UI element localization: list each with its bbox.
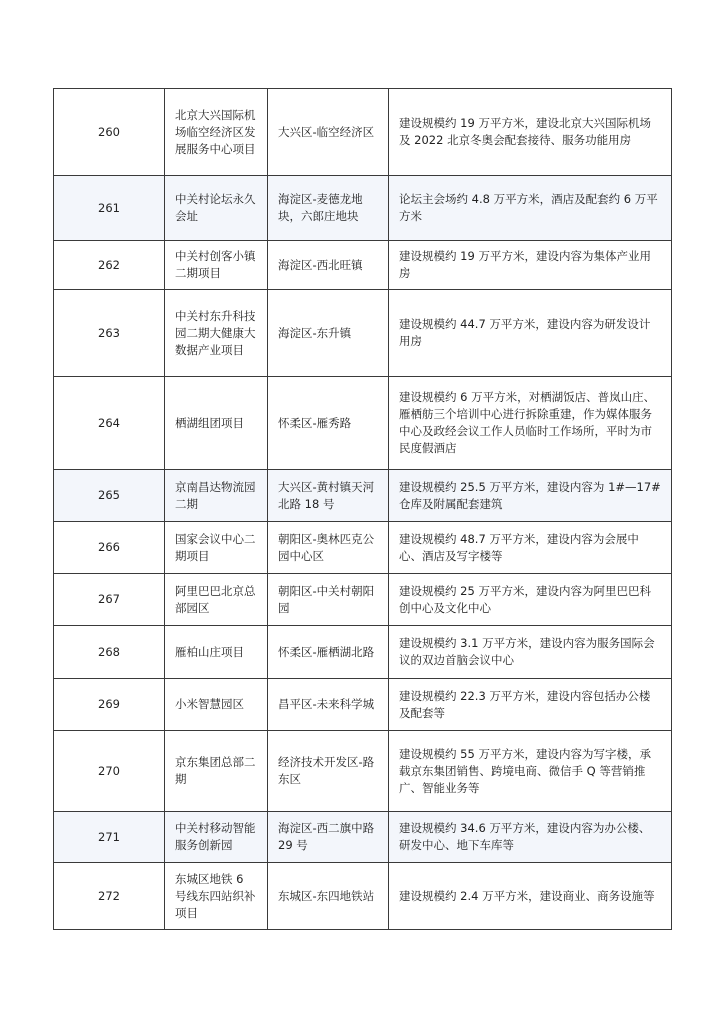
project-description: 建设规模约 3.1 万平方米，建设内容为服务国际会议的双边首脑会议中心 — [389, 626, 672, 679]
project-description: 建设规模约 34.6 万平方米，建设内容为办公楼、研发中心、地下车库等 — [389, 812, 672, 863]
table-row — [54, 176, 672, 241]
row-number: 271 — [54, 812, 165, 863]
table-row — [54, 470, 672, 522]
project-name: 中关村移动智能服务创新园 — [165, 812, 268, 863]
row-number: 270 — [54, 731, 165, 812]
table-row — [54, 241, 672, 290]
row-number: 272 — [54, 863, 165, 930]
project-location: 海淀区-东升镇 — [268, 290, 389, 377]
project-location: 朝阳区-奥林匹克公园中心区 — [268, 522, 389, 574]
row-number: 267 — [54, 574, 165, 626]
table-row — [54, 626, 672, 679]
project-description: 建设规模约 19 万平方米，建设北京大兴国际机场及 2022 北京冬奥会配套接待、服务功能用房 — [389, 89, 672, 176]
row-number: 263 — [54, 290, 165, 377]
project-description: 论坛主会场约 4.8 万平方米，酒店及配套约 6 万平方米 — [389, 176, 672, 241]
project-name: 中关村创客小镇二期项目 — [165, 241, 268, 290]
row-number: 260 — [54, 89, 165, 176]
project-description: 建设规模约 19 万平方米，建设内容为集体产业用房 — [389, 241, 672, 290]
table-row — [54, 377, 672, 470]
project-name: 国家会议中心二期项目 — [165, 522, 268, 574]
project-location: 海淀区-西二旗中路 29 号 — [268, 812, 389, 863]
table-row — [54, 812, 672, 863]
row-number: 265 — [54, 470, 165, 522]
row-number: 266 — [54, 522, 165, 574]
project-location: 经济技术开发区-路东区 — [268, 731, 389, 812]
project-description: 建设规模约 48.7 万平方米，建设内容为会展中心、酒店及写字楼等 — [389, 522, 672, 574]
table-row — [54, 290, 672, 377]
project-table — [53, 88, 672, 930]
project-location: 朝阳区-中关村朝阳园 — [268, 574, 389, 626]
project-location: 东城区-东四地铁站 — [268, 863, 389, 930]
project-name: 中关村论坛永久会址 — [165, 176, 268, 241]
project-location: 怀柔区-雁栖湖北路 — [268, 626, 389, 679]
project-description: 建设规模约 2.4 万平方米，建设商业、商务设施等 — [389, 863, 672, 930]
project-name: 阿里巴巴北京总部园区 — [165, 574, 268, 626]
project-name: 雁柏山庄项目 — [165, 626, 268, 679]
row-number: 269 — [54, 679, 165, 731]
project-location: 昌平区-未来科学城 — [268, 679, 389, 731]
table-row — [54, 522, 672, 574]
project-description: 建设规模约 6 万平方米，对栖湖饭店、普岚山庄、雁栖舫三个培训中心进行拆除重建，作为媒体服务中心及政经会议工作人员临时工作场所，平时为市民度假酒店 — [389, 377, 672, 470]
project-name: 北京大兴国际机场临空经济区发展服务中心项目 — [165, 89, 268, 176]
table-row — [54, 863, 672, 930]
project-description: 建设规模约 55 万平方米，建设内容为写字楼，承载京东集团销售、跨境电商、微信手 Q 等营销推广、智能业务等 — [389, 731, 672, 812]
project-name: 东城区地铁 6 号线东四站织补项目 — [165, 863, 268, 930]
project-name: 京东集团总部二期 — [165, 731, 268, 812]
table-row — [54, 89, 672, 176]
project-name: 中关村东升科技园二期大健康大数据产业项目 — [165, 290, 268, 377]
project-location: 大兴区-临空经济区 — [268, 89, 389, 176]
project-location: 海淀区-麦德龙地块，六郎庄地块 — [268, 176, 389, 241]
project-name: 小米智慧园区 — [165, 679, 268, 731]
project-location: 怀柔区-雁秀路 — [268, 377, 389, 470]
table-row — [54, 679, 672, 731]
row-number: 268 — [54, 626, 165, 679]
table-row — [54, 574, 672, 626]
project-location: 海淀区-西北旺镇 — [268, 241, 389, 290]
row-number: 264 — [54, 377, 165, 470]
project-name: 京南昌达物流园二期 — [165, 470, 268, 522]
project-description: 建设规模约 22.3 万平方米，建设内容包括办公楼及配套等 — [389, 679, 672, 731]
table-row — [54, 731, 672, 812]
project-description: 建设规模约 44.7 万平方米，建设内容为研发设计用房 — [389, 290, 672, 377]
row-number: 262 — [54, 241, 165, 290]
row-number: 261 — [54, 176, 165, 241]
project-description: 建设规模约 25 万平方米，建设内容为阿里巴巴科创中心及文化中心 — [389, 574, 672, 626]
project-location: 大兴区-黄村镇天河北路 18 号 — [268, 470, 389, 522]
project-name: 栖湖组团项目 — [165, 377, 268, 470]
project-description: 建设规模约 25.5 万平方米，建设内容为 1#—17#仓库及附属配套建筑 — [389, 470, 672, 522]
